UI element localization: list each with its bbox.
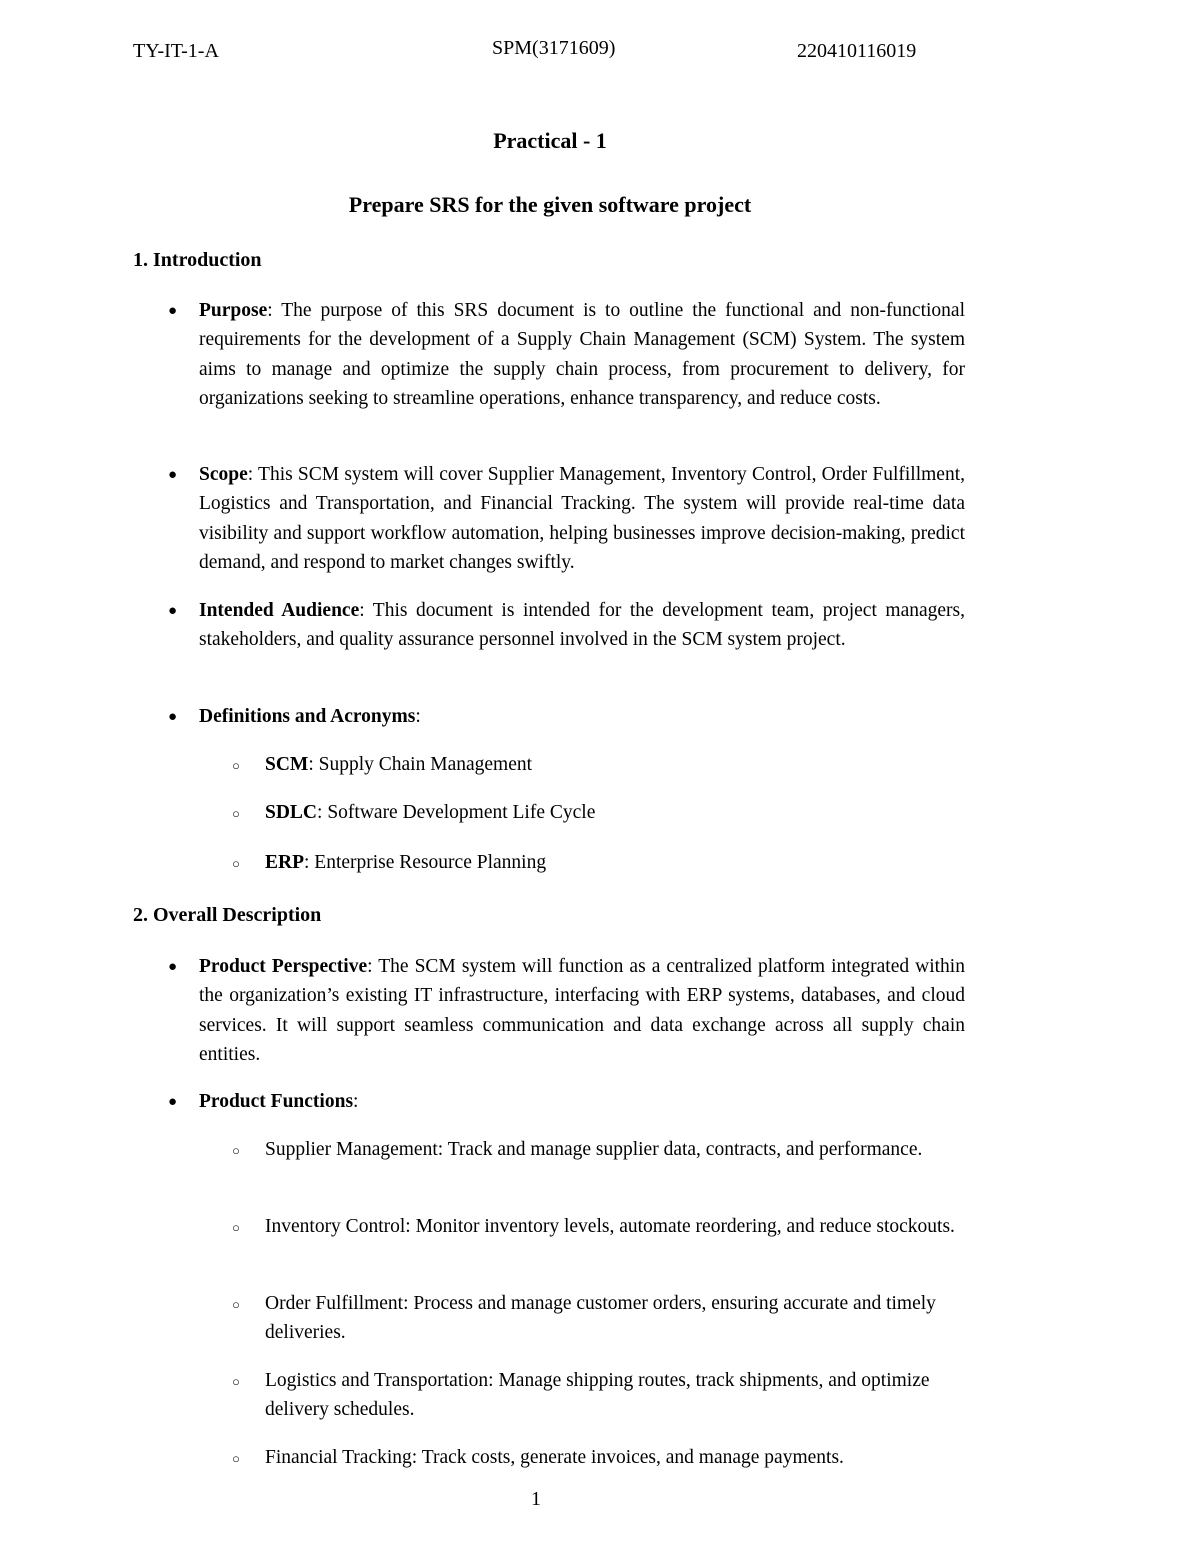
- function-item: Order Fulfillment: Process and manage customer orders, ensuring accurate and timely deliveries.: [265, 1293, 936, 1344]
- definition-text: : Supply Chain Management: [308, 754, 533, 775]
- definition-text: : Enterprise Resource Planning: [304, 852, 547, 873]
- circle-bullet-icon: ○: [232, 758, 240, 773]
- definitions-term: Definitions and Acronyms: [199, 706, 416, 727]
- perspective-term: Product Perspective: [199, 956, 368, 977]
- function-item: Financial Tracking: Track costs, generate invoices, and manage payments.: [265, 1447, 844, 1468]
- bullet-icon: ●: [168, 603, 178, 619]
- circle-bullet-icon: ○: [232, 1374, 240, 1389]
- page-subtitle: Prepare SRS for the given software project: [348, 192, 752, 217]
- perspective-paragraph: [199, 952, 965, 1070]
- definition-text: : Software Development Life Cycle: [317, 802, 596, 823]
- circle-bullet-icon: ○: [232, 1143, 240, 1158]
- purpose-text: : The purpose of this SRS document is to outline the functional and non-functional requirements for the development of a Supply Chain Management (SCM) System. The system aims to manage and optimize the supply chain process, from procurement to delivery, for organizations seeking to streamline operations, enhance transparency, and reduce costs.: [199, 300, 965, 410]
- definitions-paragraph: [199, 702, 965, 731]
- function-item: Logistics and Transportation: Manage shipping routes, track shipments, and optimize delivery schedules.: [265, 1370, 930, 1421]
- definition-term: ERP: [265, 852, 304, 873]
- functions-text: :: [353, 1091, 359, 1112]
- scope-paragraph: [199, 460, 965, 578]
- circle-bullet-icon: ○: [232, 856, 240, 871]
- scope-text: : This SCM system will cover Supplier Management, Inventory Control, Order Fulfillment, Logistics and Transportation, and Financial Tracking. The system will provide real-time data visibility and support workflow automation, helping businesses improve decision-making, predict demand, and respond to market changes swiftly.: [199, 464, 965, 574]
- section-heading-overall-description: 2. Overall Description: [133, 904, 322, 926]
- perspective-text: : The SCM system will function as a centralized platform integrated within the organization’s existing IT infrastructure, interfacing with ERP systems, databases, and cloud services. It will support seamless communication and data exchange across all supply chain entities.: [199, 956, 965, 1066]
- scope-term: Scope: [199, 464, 248, 485]
- bullet-icon: ●: [168, 303, 178, 319]
- page-number: 1: [531, 1488, 541, 1510]
- definition-term: SDLC: [265, 802, 318, 823]
- bullet-icon: ●: [168, 709, 178, 725]
- purpose-paragraph: [199, 296, 965, 414]
- definition-item: [265, 848, 965, 877]
- header-enrollment-number: 220410116019: [797, 40, 917, 62]
- audience-paragraph: [199, 596, 965, 655]
- bullet-icon: ●: [168, 959, 178, 975]
- definition-term: SCM: [265, 754, 309, 775]
- functions-paragraph: [199, 1087, 965, 1116]
- definition-item: [265, 750, 965, 779]
- function-item: Supplier Management: Track and manage supplier data, contracts, and performance.: [265, 1139, 923, 1160]
- definitions-text: :: [415, 706, 421, 727]
- bullet-icon: ●: [168, 467, 178, 483]
- circle-bullet-icon: ○: [232, 1451, 240, 1466]
- functions-term: Product Functions: [199, 1091, 354, 1112]
- audience-term: Intended Audience: [199, 600, 360, 621]
- page-title: Practical - 1: [493, 128, 607, 153]
- section-heading-introduction: 1. Introduction: [133, 249, 262, 271]
- audience-text: : This document is intended for the development team, project managers, stakeholders, and quality assurance personnel involved in the SCM system project.: [199, 600, 965, 651]
- header-left: TY-IT-1-A: [133, 40, 219, 62]
- function-item: Inventory Control: Monitor inventory levels, automate reordering, and reduce stockouts.: [265, 1216, 955, 1237]
- circle-bullet-icon: ○: [232, 1297, 240, 1312]
- purpose-term: Purpose: [199, 300, 268, 321]
- circle-bullet-icon: ○: [232, 1220, 240, 1235]
- circle-bullet-icon: ○: [232, 806, 240, 821]
- definition-item: [265, 798, 965, 827]
- bullet-icon: ●: [168, 1094, 178, 1110]
- header-course-code: SPM(3171609): [492, 37, 616, 59]
